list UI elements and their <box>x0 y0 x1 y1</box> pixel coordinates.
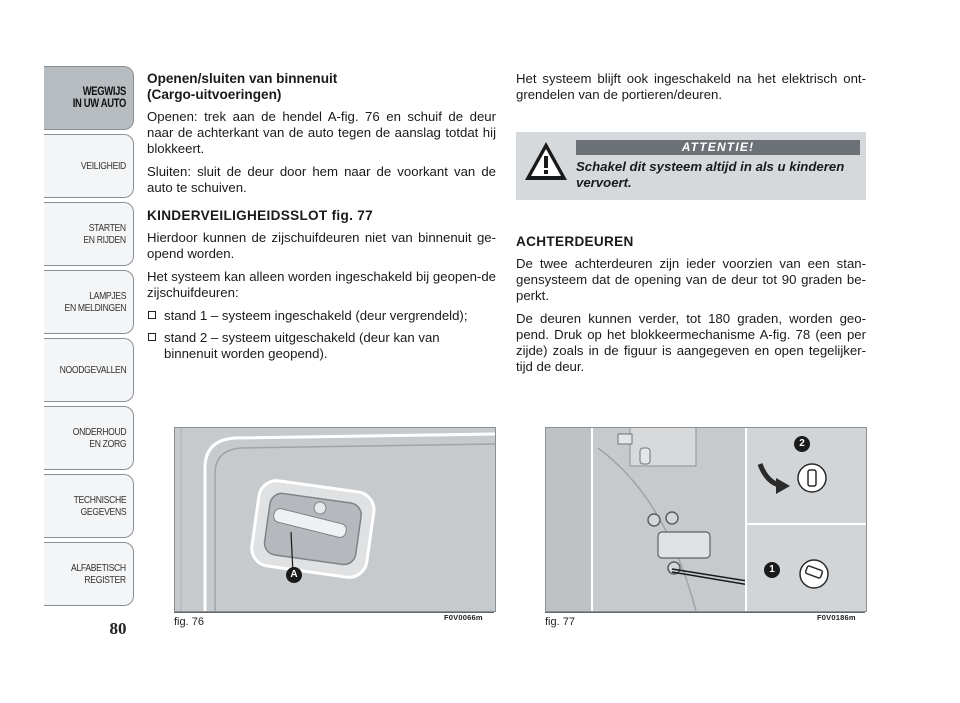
section-heading-child-lock: KINDERVEILIGHEIDSSLOT fig. 77 <box>147 208 373 223</box>
tab-onderhoud[interactable] <box>44 406 134 470</box>
section-heading-open-close: Openen/sluiten van binnenuit (Cargo-uitvoeringen) <box>147 71 338 102</box>
paragraph-child-lock-1: Hierdoor kunnen de zijschuifdeuren niet van binnenuit ge-opend worden. <box>147 230 496 261</box>
child-lock-illustration <box>546 428 866 611</box>
tab-register[interactable] <box>44 542 134 606</box>
paragraph-open: Openen: trek aan de hendel A-fig. 76 en schuif de deur naar de achterkant van de auto tegen de aanslag totdat hij blokkeert. <box>147 109 496 156</box>
callout-a: A <box>290 569 298 580</box>
tab-label: LAMPJES EN MELDINGEN <box>64 290 126 314</box>
paragraph-intro: Het systeem blijft ook ingeschakeld na het elektrisch ont-grendelen van de portieren/deuren. <box>516 71 866 102</box>
paragraph-rear-1: De twee achterdeuren zijn ieder voorzien van een stan-gensysteem dat de opening van de deur tot 90 graden be-perkt. <box>516 256 866 303</box>
tab-label: WEGWIJS IN UW AUTO <box>72 86 126 110</box>
figure-76 <box>174 427 496 612</box>
figure-77-caption: fig. 77 <box>545 616 575 628</box>
tab-technische[interactable] <box>44 474 134 538</box>
tab-wegwijs[interactable] <box>44 66 134 130</box>
tab-label: ALFABETISCH REGISTER <box>71 562 126 586</box>
figure-76-code: F0V0066m <box>444 613 483 622</box>
callout-1: 1 <box>769 564 775 575</box>
checkbox-bullet-icon <box>148 333 156 341</box>
left-column <box>147 71 496 368</box>
callout-2: 2 <box>799 438 805 449</box>
tab-veiligheid[interactable] <box>44 134 134 198</box>
right-column <box>516 71 866 110</box>
warning-title: ATTENTIE! <box>576 140 860 155</box>
tab-noodgevallen[interactable] <box>44 338 134 402</box>
tab-label: STARTEN EN RIJDEN <box>83 222 126 246</box>
figure-77 <box>545 427 867 612</box>
checkbox-bullet-icon <box>148 311 156 319</box>
section-heading-rear-doors: ACHTERDEUREN <box>516 234 634 249</box>
tab-label: NOODGEVALLEN <box>59 364 126 376</box>
paragraph-rear-2: De deuren kunnen verder, tot 180 graden, worden geo-pend. Druk op het blokkeermechanisme A-fig. 78 (een per zijde) zoals in de figuur is aangegeven en open tegelijker-tijd de deur. <box>516 311 866 374</box>
warning-triangle-icon <box>523 140 569 182</box>
right-column-rear <box>516 234 866 382</box>
tab-label: VEILIGHEID <box>80 160 126 172</box>
warning-box <box>516 132 866 200</box>
paragraph-child-lock-2: Het systeem kan alleen worden ingeschakeld bij geopen-de zijschuifdeuren: <box>147 269 496 300</box>
door-handle-illustration <box>175 428 495 611</box>
page-number: 80 <box>109 619 127 638</box>
figure-77-code: F0V0186m <box>817 613 856 622</box>
list-item: stand 1 – systeem ingeschakeld (deur vergrendeld); <box>147 308 496 324</box>
warning-text: Schakel dit systeem altijd in als u kinderen vervoert. <box>576 159 845 190</box>
paragraph-close: Sluiten: sluit de deur door hem naar de voorkant van de auto te schuiven. <box>147 164 496 195</box>
figure-76-caption: fig. 76 <box>174 616 204 628</box>
position-list <box>147 308 496 362</box>
tab-label: TECHNISCHE GEGEVENS <box>73 494 126 518</box>
tab-starten[interactable] <box>44 202 134 266</box>
tab-lampjes[interactable] <box>44 270 134 334</box>
tab-label: ONDERHOUD EN ZORG <box>72 426 126 450</box>
list-item: stand 2 – systeem uitgeschakeld (deur kan van binnenuit worden geopend). <box>147 330 496 362</box>
